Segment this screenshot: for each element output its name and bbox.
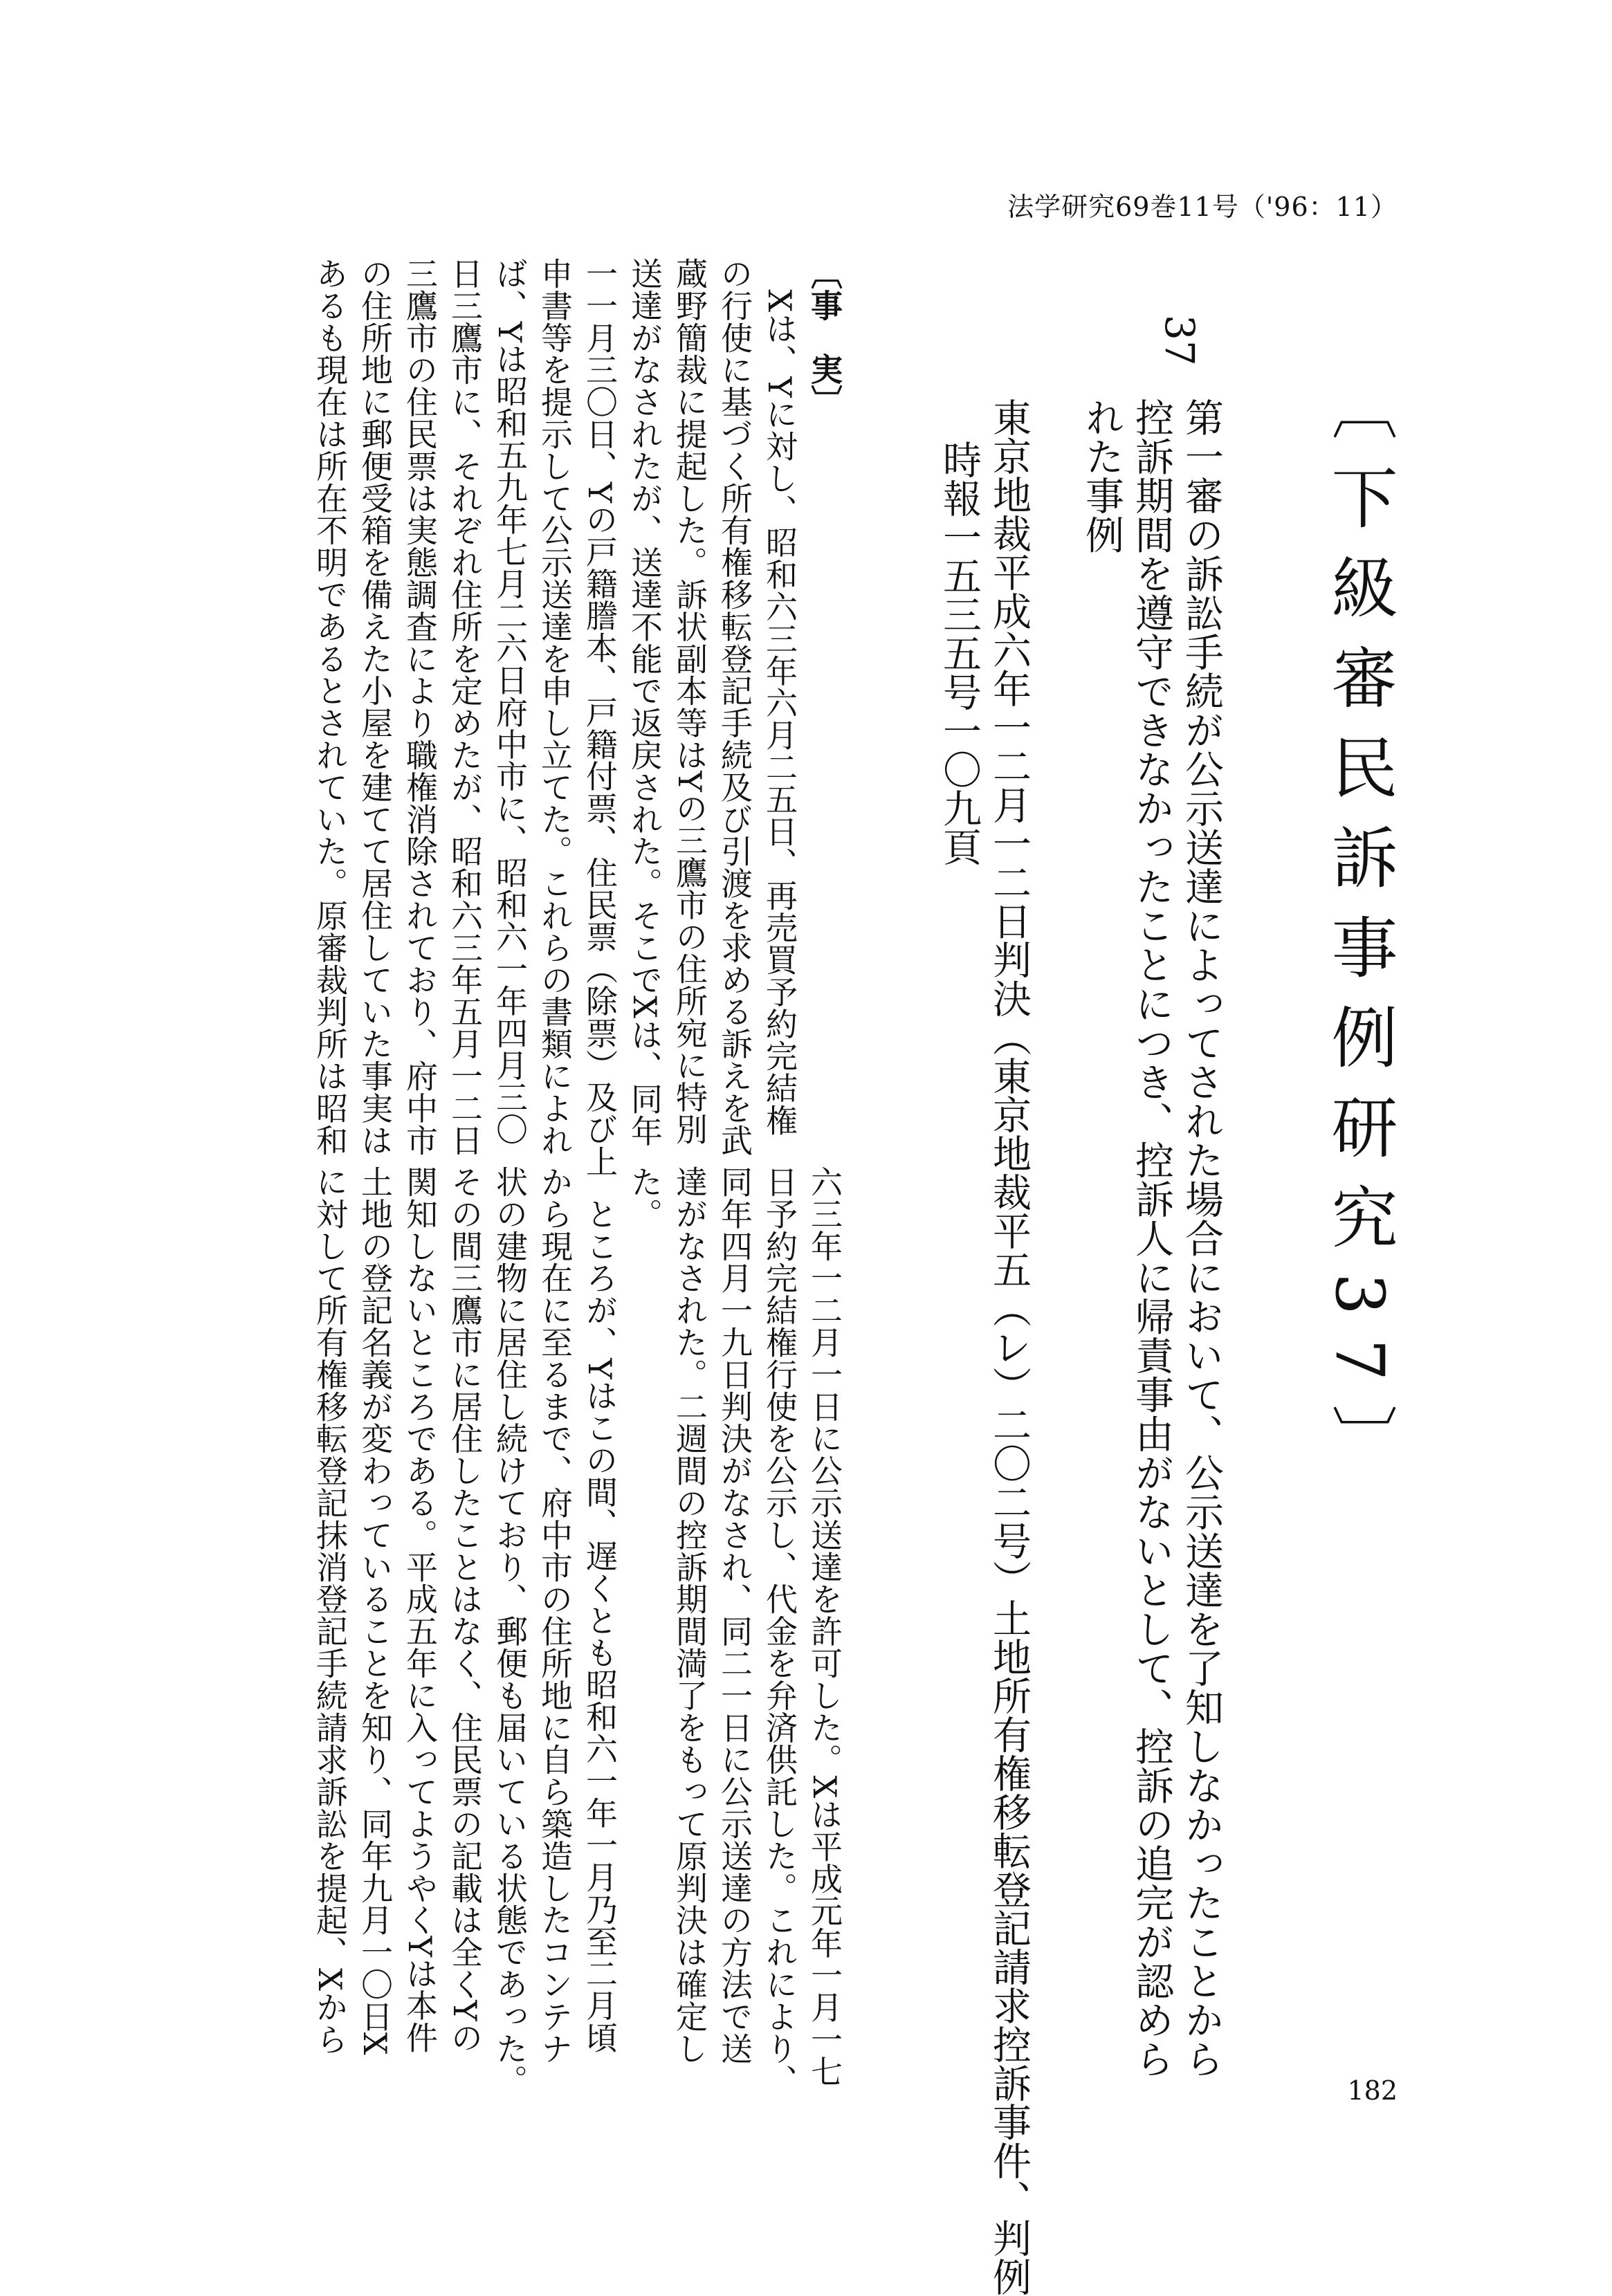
facts-upper-column: の住所地に郵便受箱を備えた小屋を建てて居住していた事実は <box>356 257 394 1157</box>
facts-lower-column: 達がなされた。二週間の控訴期間満了をもって原判決は確定し <box>671 1166 708 2065</box>
facts-upper-column: ば、Yは昭和五九年七月二六日府中市に、昭和六一年四月三〇 <box>491 257 529 1146</box>
case-title-line: 控訴期間を遵守できなかったことにつき、控訴人に帰責事由がないとして、控訴の追完が認めら <box>1129 398 1174 2079</box>
facts-lower-column: 関知しないところである。平成五年に入ってようやくYは本件 <box>401 1166 439 2054</box>
series-title: 〔下級審民訴事例研究37〕 <box>1321 374 1398 1495</box>
facts-upper-column: の行使に基づく所有権移転登記手続及び引渡を求める訴えを武 <box>716 257 753 1157</box>
running-header: 法学研究69巻11号（'96：11） <box>1007 192 1398 222</box>
facts-upper-column: あるも現在は所在不明であるとされていた。原審裁判所は昭和 <box>311 257 349 1157</box>
facts-lower-column: 日予約完結権行使を公示し、代金を弁済供託した。これにより、 <box>761 1166 798 2097</box>
case-title-line: 第一審の訴訟手続が公示送達によってされた場合において、公示送達を了知しなかったことから <box>1179 398 1224 2079</box>
facts-lower-column: に対して所有権移転登記抹消登記手続請求訴訟を提起、Xから <box>311 1166 349 2055</box>
facts-upper-column: 送達がなされたが、送達不能で返戻された。そこでXは、同年 <box>626 257 663 1147</box>
facts-upper-column: 三鷹市の住民票は実態調査により職権消除されており、府中市 <box>401 257 439 1157</box>
facts-lower-column: 土地の登記名義が変わっていることを知り、同年九月一〇日X <box>356 1166 394 2055</box>
page-number: 182 <box>1347 2075 1398 2106</box>
facts-heading: 〔事 実〕 <box>806 257 843 416</box>
case-title-line: れた事例 <box>1079 398 1124 554</box>
facts-lower-column: から現在に至るまで、府中市の住所地に自ら築造したコンテナ <box>536 1166 574 2065</box>
facts-upper-column: 日三鷹市に、それぞれ住所を定めたが、昭和六三年五月一二日 <box>446 257 484 1157</box>
case-citation-line: 時報一五三五号一〇九頁 <box>937 440 982 866</box>
facts-lower-column: た。 <box>626 1166 663 1230</box>
facts-lower-column: 同年四月一九日判決がなされ、同二一日に公示送達の方法で送 <box>716 1166 753 2065</box>
facts-upper-column: 申書等を提示して公示送達を申し立てた。これらの書類によれ <box>536 257 574 1157</box>
facts-lower-column: その間三鷹市に居住したことはなく、住民票の記載は全くYの <box>446 1166 484 2054</box>
facts-upper-column: Xは、Yに対し、昭和六三年六月二五日、再売買予約完結権 <box>761 257 798 1137</box>
facts-upper-column: 一一月三〇日、Yの戸籍謄本、戸籍付票、住民票（除票）及び上 <box>581 257 619 1177</box>
facts-lower-column: 六三年一二月一日に公示送達を許可した。Xは平成元年一月一七 <box>806 1166 843 2088</box>
facts-lower-column: 状の建物に居住し続けており、郵便も届いている状態であった。 <box>491 1166 529 2097</box>
case-citation-line: 東京地裁平成六年一二月一二日判決（東京地裁平五（レ）二〇二号）土地所有権移転登記請求控訴事件、判例 <box>987 398 1032 2296</box>
case-number: 37 <box>1156 315 1203 366</box>
facts-lower-column: ところが、Yはこの間、遅くとも昭和六一年一月乃至二月頃 <box>581 1166 619 2054</box>
facts-upper-column: 蔵野簡裁に提起した。訴状副本等はYの三鷹市の住所宛に特別 <box>671 257 708 1146</box>
